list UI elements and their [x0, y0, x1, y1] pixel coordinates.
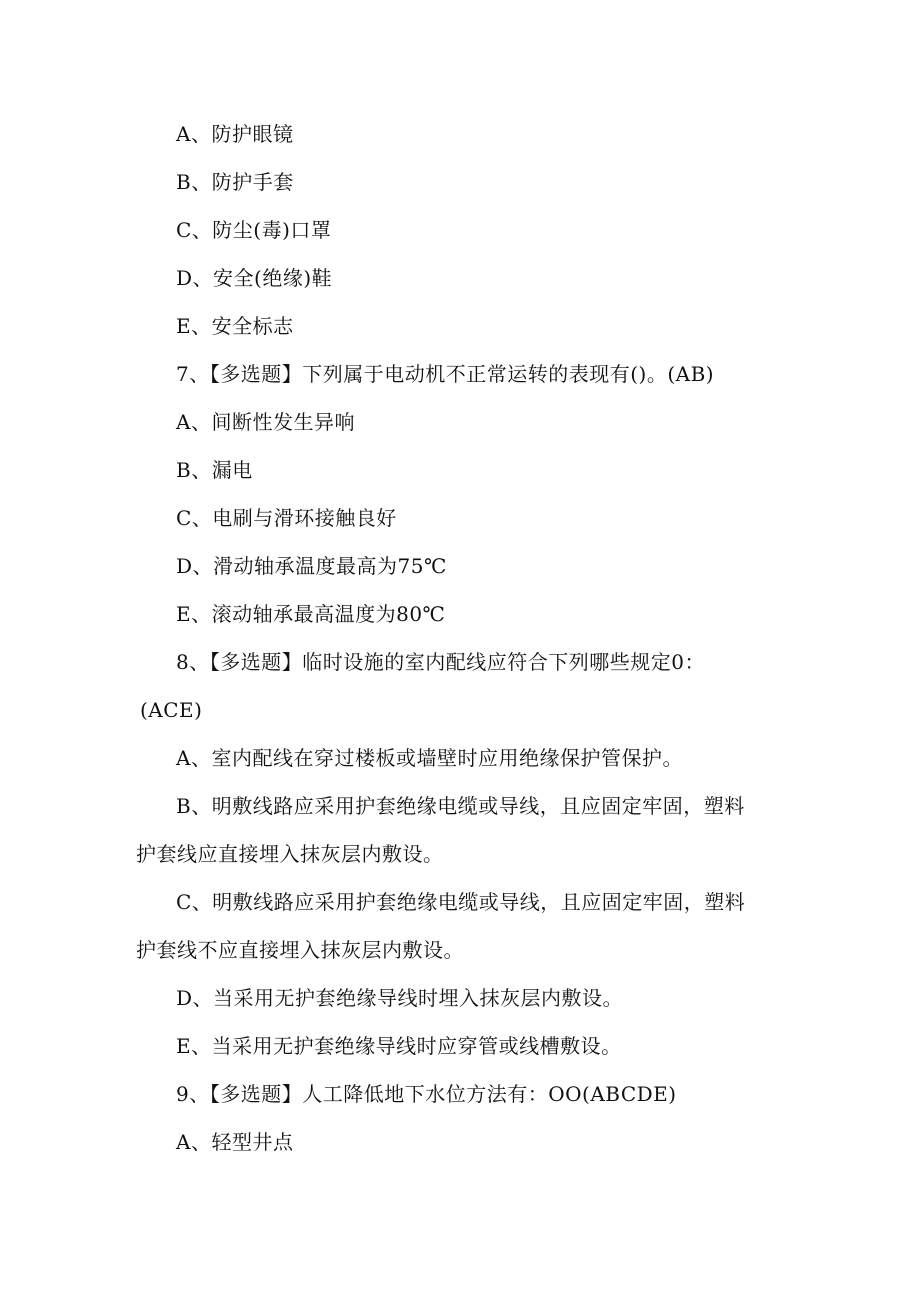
- q8-option-b-line1: B、明敷线路应采用护套绝缘电缆或导线，且应固定牢固，塑料: [176, 794, 745, 818]
- option-e-signs: E、安全标志: [176, 314, 294, 338]
- q8-option-b-line2: 护套线应直接埋入抹灰层内敷设。: [136, 842, 444, 866]
- q7-option-c: C、电刷与滑环接触良好: [176, 506, 397, 530]
- q7-option-b: B、漏电: [176, 458, 253, 482]
- q8-option-c-line1: C、明敷线路应采用护套绝缘电缆或导线，且应固定牢固，塑料: [176, 890, 746, 914]
- q8-option-d: D、当采用无护套绝缘导线时埋入抹灰层内敷设。: [176, 986, 624, 1010]
- question-9: 9、【多选题】人工降低地下水位方法有：OO(ABCDE): [176, 1082, 677, 1106]
- option-d-shoes: D、安全(绝缘)鞋: [176, 266, 333, 290]
- option-a-goggles: A、防护眼镜: [176, 122, 294, 146]
- option-b-gloves: B、防护手套: [176, 170, 294, 194]
- q7-option-a: A、间断性发生异响: [176, 410, 355, 434]
- q8-option-a: A、室内配线在穿过楼板或墙壁时应用绝缘保护管保护。: [176, 746, 683, 770]
- q7-option-d: D、滑动轴承温度最高为75℃: [176, 554, 447, 578]
- q8-option-c-line2: 护套线不应直接埋入抹灰层内敷设。: [136, 938, 464, 962]
- question-8: 8、【多选题】临时设施的室内配线应符合下列哪些规定0：: [176, 650, 705, 674]
- q8-option-e: E、当采用无护套绝缘导线时应穿管或线槽敷设。: [176, 1034, 622, 1058]
- question-7: 7、【多选题】下列属于电动机不正常运转的表现有()。(AB): [176, 362, 715, 386]
- question-8-answer: (ACE): [140, 698, 203, 722]
- option-c-mask: C、防尘(毒)口罩: [176, 218, 332, 242]
- q9-option-a: A、轻型井点: [176, 1130, 294, 1154]
- q7-option-e: E、滚动轴承最高温度为80℃: [176, 602, 446, 626]
